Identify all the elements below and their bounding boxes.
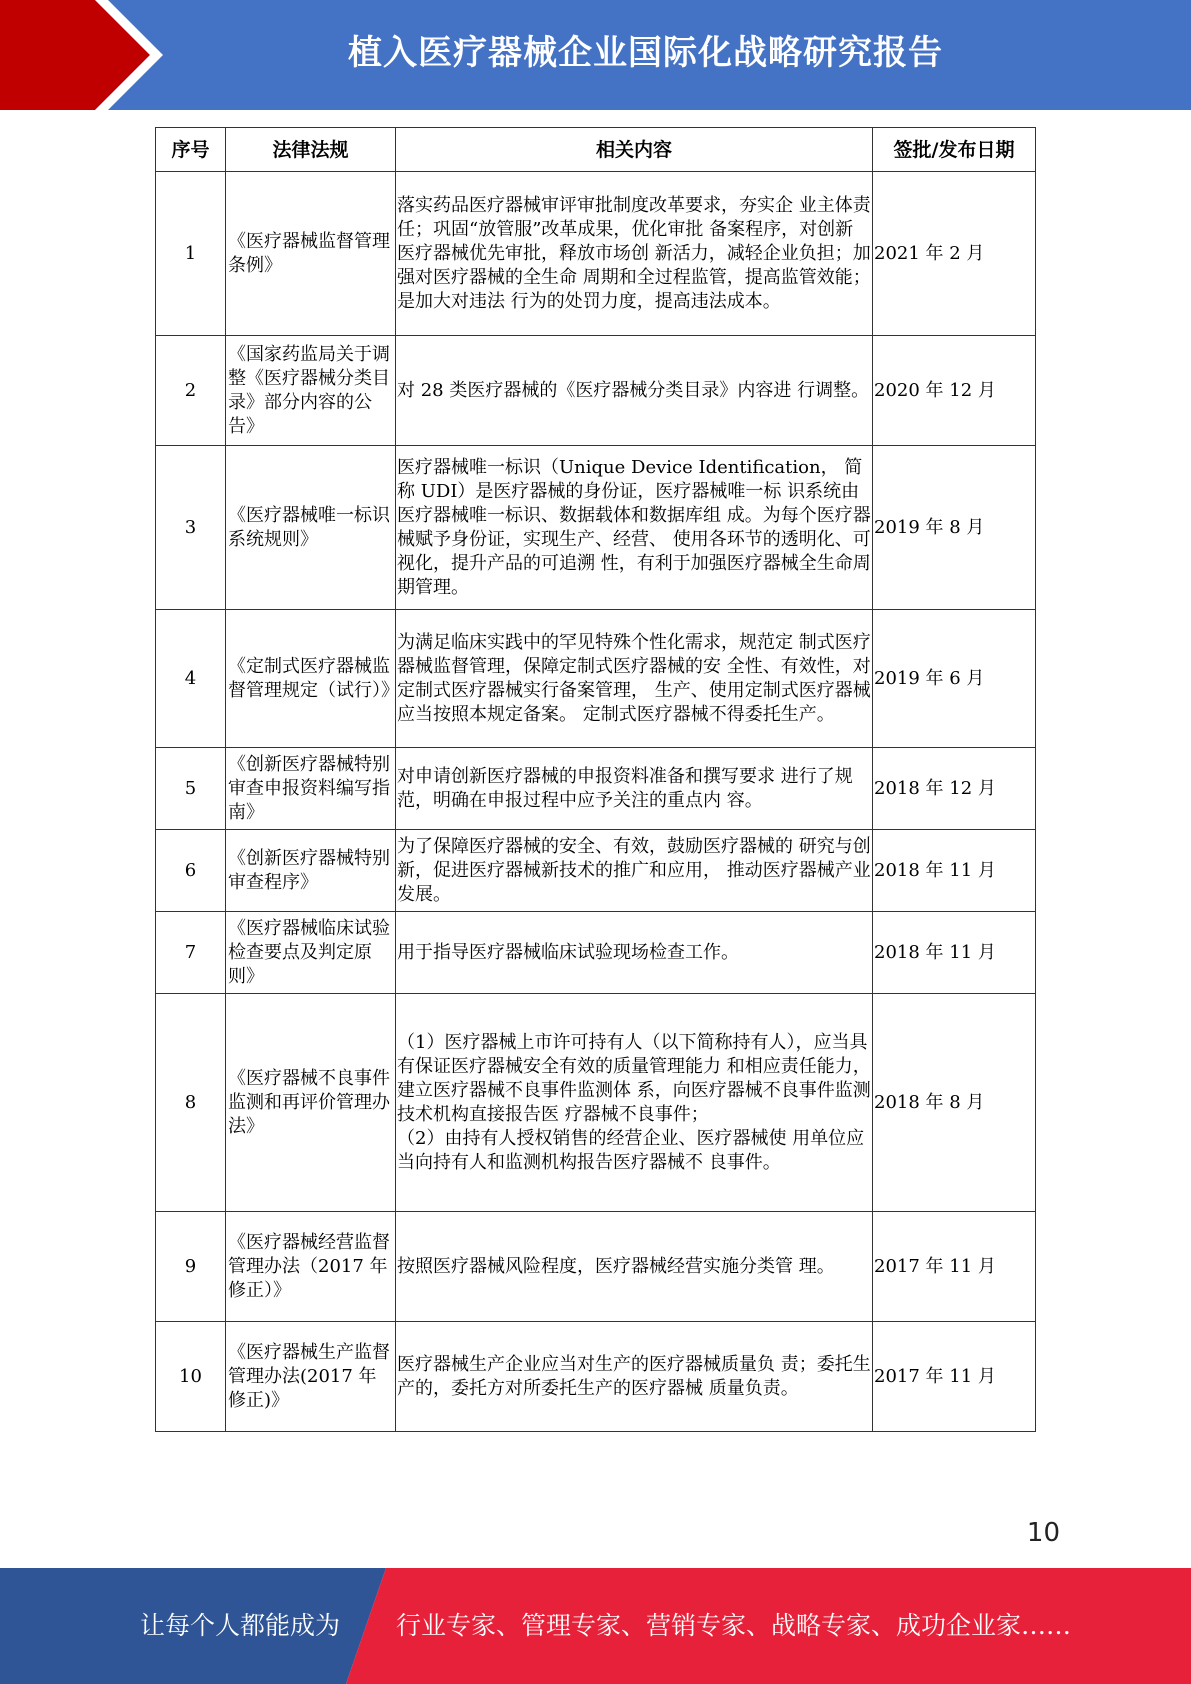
regulation-content (396, 912, 873, 994)
release-date: 2018 年 12 月 (873, 748, 1036, 830)
row-number: 3 (156, 446, 226, 610)
report-title: 植入医疗器械企业国际化战略研究报告 (348, 33, 943, 73)
footer-slogan-left: 让每个人都能成为 (139, 1611, 340, 1640)
regulation-name: 《医疗器械不良事件监测和再评价管理办法》 (226, 994, 396, 1212)
regulation-content (396, 1212, 873, 1322)
row-number: 6 (156, 830, 226, 912)
content-paragraph: 用于指导医疗器械临床试验现场检查工作。 (397, 941, 739, 963)
regulation-name: 《创新医疗器械特别审查程序》 (226, 830, 396, 912)
footer-slogan-right: 行业专家、管理专家、营销专家、战略专家、成功企业家…… (396, 1611, 1072, 1640)
table-row (156, 748, 1036, 830)
header-law: 法律法规 (226, 128, 396, 172)
content-paragraph: （1）医疗器械上市许可持有人（以下简称持有人），应当具有保证医疗器械安全有效的质量管理能力 和相应责任能力，建立医疗器械不良事件监测体 系，向医疗器械不良事件监测技术机构直接报告医 疗器械不良事件； (397, 1031, 871, 1125)
page-footer (0, 1568, 1191, 1684)
regulation-name: 《创新医疗器械特别审查申报资料编写指南》 (226, 748, 396, 830)
regulation-content (396, 446, 873, 610)
row-number: 8 (156, 994, 226, 1212)
table-row (156, 994, 1036, 1212)
content-paragraph: 医疗器械唯一标识（Unique Device Identification， 简称 UDI）是医疗器械的身份证，医疗器械唯一标 识系统由医疗器械唯一标识、数据载体和数据库组 成。为每个医疗器械赋予身份证，实现生产、经营、 使用各环节的透明化、可视化，提升产品的可追溯 性，有利于加强医疗器械全生命周期管理。 (397, 456, 871, 598)
content-paragraph: 医疗器械生产企业应当对生产的医疗器械质量负 责；委托生产的，委托方对所委托生产的医疗器械 质量负责。 (397, 1353, 871, 1399)
table-row (156, 336, 1036, 446)
regulation-content (396, 994, 873, 1212)
release-date: 2020 年 12 月 (873, 336, 1036, 446)
regulation-name: 《医疗器械生产监督管理办法(2017 年修正)》 (226, 1322, 396, 1432)
header-content: 相关内容 (396, 128, 873, 172)
header-num: 序号 (156, 128, 226, 172)
row-number: 1 (156, 172, 226, 336)
table-row (156, 1212, 1036, 1322)
regulation-name: 《医疗器械临床试验检查要点及判定原则》 (226, 912, 396, 994)
regulation-name: 《定制式医疗器械监督管理规定（试行）》 (226, 610, 396, 748)
page-number: 10 (1026, 1518, 1060, 1548)
release-date: 2018 年 8 月 (873, 994, 1036, 1212)
content-paragraph: （2）由持有人授权销售的经营企业、医疗器械使 用单位应当向持有人和监测机构报告医疗器械不 良事件。 (397, 1127, 865, 1173)
header-date: 签批/发布日期 (873, 128, 1036, 172)
release-date: 2021 年 2 月 (873, 172, 1036, 336)
table-row (156, 172, 1036, 336)
table-row (156, 610, 1036, 748)
table-row (156, 1322, 1036, 1432)
content-paragraph: 按照医疗器械风险程度，医疗器械经营实施分类管 理。 (397, 1255, 835, 1277)
row-number: 10 (156, 1322, 226, 1432)
regulation-name: 《医疗器械经营监督管理办法（2017 年修正）》 (226, 1212, 396, 1322)
regulation-content (396, 610, 873, 748)
row-number: 5 (156, 748, 226, 830)
regulation-content (396, 830, 873, 912)
table-row (156, 830, 1036, 912)
regulation-content (396, 172, 873, 336)
regulation-name: 《国家药监局关于调整《医疗器械分类目录》部分内容的公告》 (226, 336, 396, 446)
regulation-name: 《医疗器械唯一标识系统规则》 (226, 446, 396, 610)
regulation-content (396, 748, 873, 830)
table-row (156, 912, 1036, 994)
row-number: 9 (156, 1212, 226, 1322)
regulation-name: 《医疗器械监督管理条例》 (226, 172, 396, 336)
table-header-row (156, 128, 1036, 172)
table-row (156, 446, 1036, 610)
regulations-table (155, 127, 1036, 1432)
regulation-content (396, 336, 873, 446)
release-date: 2019 年 6 月 (873, 610, 1036, 748)
table-body (156, 172, 1036, 1432)
row-number: 7 (156, 912, 226, 994)
row-number: 2 (156, 336, 226, 446)
content-paragraph: 为满足临床实践中的罕见特殊个性化需求，规范定 制式医疗器械监督管理，保障定制式医疗器械的安 全性、有效性，对定制式医疗器械实行备案管理， 生产、使用定制式医疗器械应当按照本规定备案。 定制式医疗器械不得委托生产。 (397, 631, 871, 725)
content-paragraph: 对 28 类医疗器械的《医疗器械分类目录》内容进 行调整。 (397, 379, 870, 401)
content-paragraph: 为了保障医疗器械的安全、有效，鼓励医疗器械的 研究与创新，促进医疗器械新技术的推广和应用， 推动医疗器械产业发展。 (397, 835, 871, 905)
release-date: 2017 年 11 月 (873, 1322, 1036, 1432)
release-date: 2017 年 11 月 (873, 1212, 1036, 1322)
release-date: 2018 年 11 月 (873, 912, 1036, 994)
content-paragraph: 落实药品医疗器械审评审批制度改革要求，夯实企 业主体责任；巩固“放管服”改革成果，优化审批 备案程序，对创新医疗器械优先审批，释放市场创 新活力，减轻企业负担；加强对医疗器械的全生命 周期和全过程监管，提高监管效能；是加大对违法 行为的处罚力度，提高违法成本。 (397, 194, 871, 312)
release-date: 2018 年 11 月 (873, 830, 1036, 912)
page-header (0, 0, 1191, 110)
content-paragraph: 对申请创新医疗器械的申报资料准备和撰写要求 进行了规范，明确在申报过程中应予关注的重点内 容。 (397, 765, 853, 811)
row-number: 4 (156, 610, 226, 748)
release-date: 2019 年 8 月 (873, 446, 1036, 610)
regulation-content (396, 1322, 873, 1432)
